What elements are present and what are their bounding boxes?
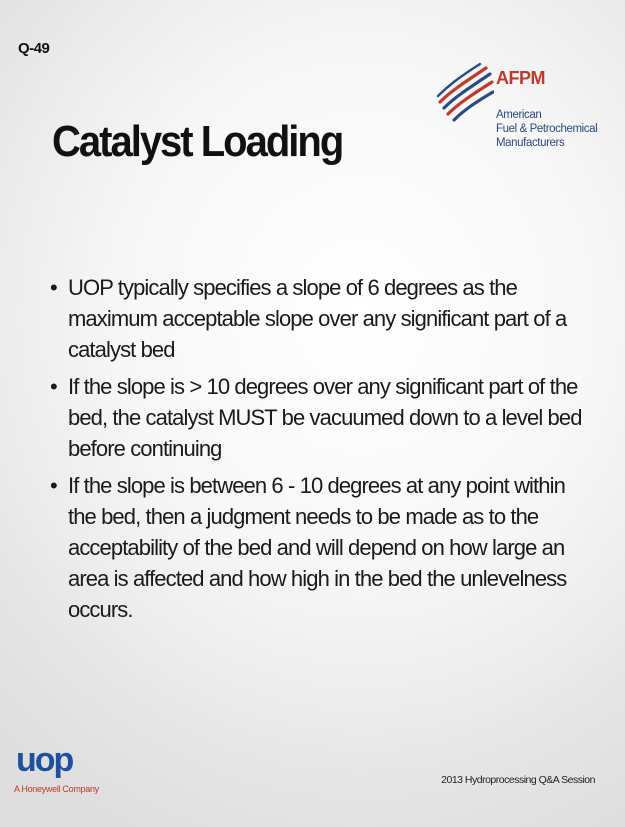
bullet-dot: • xyxy=(50,275,57,300)
afpm-line-3: Manufacturers xyxy=(496,137,565,149)
footer-session-label: 2013 Hydroprocessing Q&A Session xyxy=(441,774,595,786)
bullet-item xyxy=(48,371,588,464)
bullet-item xyxy=(48,470,588,625)
bullet-dot: • xyxy=(50,374,57,399)
uop-wordmark: uop xyxy=(16,741,73,779)
bullet-item xyxy=(48,272,588,365)
slide-id: Q-49 xyxy=(18,40,50,57)
bullet-text: If the slope is between 6 - 10 degrees at any point within the bed, then a judgment needs to be made as to the acceptability of the bed and will depend on how large an area is affected and how high in the bed the unlevelness occurs. xyxy=(68,473,567,622)
afpm-line-2: Fuel & Petrochemical xyxy=(496,123,598,135)
afpm-line-1: American xyxy=(496,109,542,121)
afpm-flag-swoosh-icon xyxy=(436,62,494,122)
afpm-full-name xyxy=(496,108,597,150)
bullet-dot: • xyxy=(50,473,57,498)
slide-title: Catalyst Loading xyxy=(52,118,343,166)
uop-logo xyxy=(14,742,114,802)
afpm-name: AFPM xyxy=(496,68,545,88)
afpm-logo xyxy=(436,62,606,172)
uop-tagline: A Honeywell Company xyxy=(14,784,99,794)
bullet-text: UOP typically specifies a slope of 6 degrees as the maximum acceptable slope over any significant part of a catalyst bed xyxy=(68,275,567,362)
bullet-text: If the slope is > 10 degrees over any significant part of the bed, the catalyst MUST be vacuumed down to a level bed before continuing xyxy=(68,374,582,461)
bullet-list xyxy=(48,272,588,631)
